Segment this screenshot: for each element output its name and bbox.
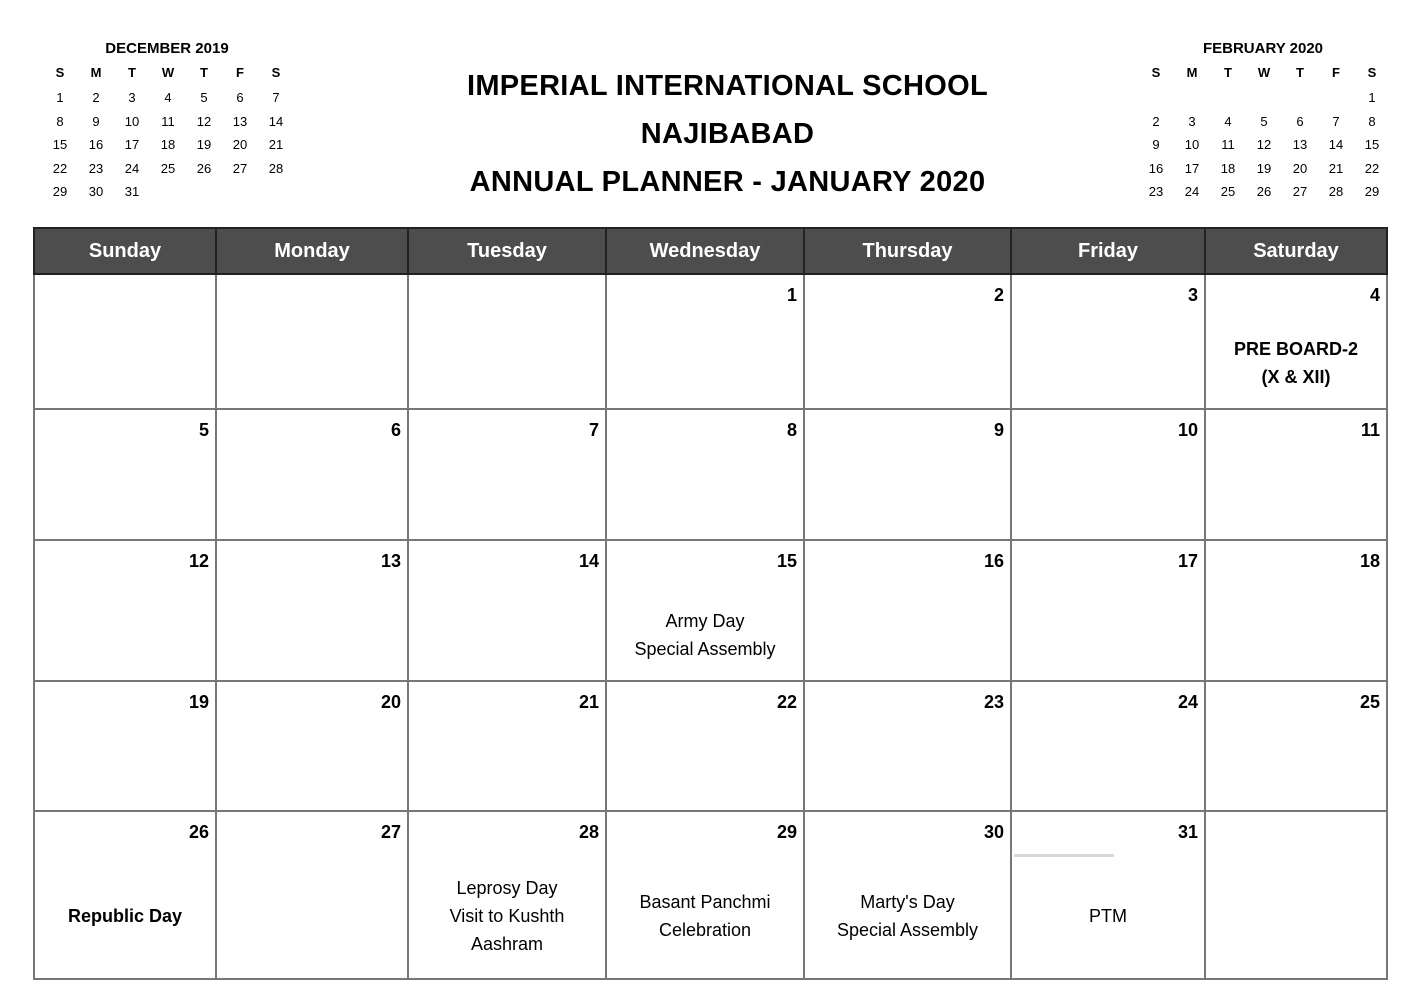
day-number: 3 (1187, 285, 1198, 305)
day-number: 13 (380, 551, 401, 571)
mini-weekday-label: F (236, 65, 244, 80)
mini-day: 10 (1184, 137, 1200, 152)
weekday-saturday: Saturday (1205, 228, 1387, 274)
day-cell[interactable] (216, 540, 408, 681)
day-cell[interactable] (1205, 681, 1387, 811)
mini-day: 6 (236, 90, 244, 105)
day-cell[interactable] (1205, 274, 1387, 409)
day-cell[interactable] (606, 274, 804, 409)
mini-day: 16 (88, 137, 104, 152)
mini-day: 12 (1256, 137, 1272, 152)
day-number: 25 (1359, 692, 1380, 712)
day-number: 4 (1369, 285, 1380, 305)
day-number: 24 (1177, 692, 1198, 712)
mini-day: 8 (56, 113, 64, 129)
mini-weekday-label: T (128, 65, 136, 80)
day-number: 12 (188, 551, 209, 571)
day-cell[interactable] (804, 274, 1011, 409)
mini-day: 21 (268, 137, 284, 152)
mini-day: 18 (160, 137, 176, 152)
event-line: (X & XII) (1261, 367, 1331, 387)
day-cell[interactable] (408, 681, 606, 811)
day-cell[interactable] (216, 681, 408, 811)
mini-day: 18 (1220, 160, 1236, 176)
event-text (1206, 335, 1386, 391)
mini-weekday-label: M (1186, 65, 1198, 80)
event-text (409, 874, 605, 958)
mini-weekday-label: T (1224, 65, 1232, 80)
mini-day (1282, 86, 1318, 110)
mini-day: 30 (88, 184, 104, 199)
mini-weekday-label: S (1151, 65, 1161, 80)
day-number: 20 (380, 692, 401, 712)
mini-day: 17 (124, 137, 140, 152)
mini-day: 20 (232, 137, 248, 152)
mini-day: 24 (1184, 184, 1200, 199)
day-number: 27 (380, 822, 401, 842)
event-line: Special Assembly (634, 639, 776, 659)
event-line: PRE BOARD-2 (1233, 339, 1358, 359)
day-number: 30 (983, 822, 1004, 842)
day-number: 14 (578, 551, 599, 571)
mini-calendar-title: FEBRUARY 2020 (1202, 40, 1324, 57)
week-row (34, 274, 1387, 409)
day-cell[interactable] (804, 540, 1011, 681)
day-number: 8 (786, 420, 797, 440)
mini-day: 29 (52, 184, 68, 199)
day-cell[interactable] (34, 540, 216, 681)
day-cell[interactable] (34, 274, 216, 409)
mini-day: 9 (1152, 137, 1160, 152)
mini-day: 19 (196, 137, 212, 152)
event-line: PTM (1089, 906, 1127, 926)
event-line: Leprosy Day (456, 878, 558, 898)
mini-day: 19 (1256, 160, 1272, 176)
day-cell[interactable] (804, 811, 1011, 979)
mini-weekday-label: S (271, 65, 281, 80)
mini-weekday-label: T (1296, 65, 1304, 80)
mini-day: 1 (56, 90, 64, 105)
day-cell[interactable] (606, 681, 804, 811)
mini-day: 27 (1292, 184, 1308, 199)
day-number: 10 (1177, 420, 1198, 440)
day-cell[interactable] (1011, 409, 1205, 540)
mini-day: 1 (1368, 90, 1376, 105)
weekday-thursday: Thursday (804, 228, 1011, 274)
event-line: Marty's Day (860, 892, 955, 912)
mini-day: 13 (1292, 137, 1308, 152)
mini-day: 21 (1328, 160, 1344, 176)
day-cell[interactable] (34, 811, 216, 979)
day-cell[interactable] (1205, 540, 1387, 681)
day-cell[interactable] (216, 274, 408, 409)
day-number: 28 (578, 822, 599, 842)
mini-day: 16 (1148, 160, 1164, 176)
mini-day: 28 (268, 160, 284, 176)
day-cell[interactable] (1011, 540, 1205, 681)
week-row (34, 681, 1387, 811)
mini-day: 23 (88, 160, 104, 176)
day-cell[interactable] (804, 409, 1011, 540)
mini-day: 5 (200, 90, 208, 105)
mini-day (222, 180, 258, 204)
event-line: Visit to Kushth (449, 906, 565, 926)
mini-day: 31 (124, 184, 140, 199)
mini-day (186, 180, 222, 204)
day-cell[interactable] (804, 681, 1011, 811)
planner-title: ANNUAL PLANNER - JANUARY 2020 (469, 166, 986, 198)
day-cell[interactable] (1205, 409, 1387, 540)
mini-day: 12 (196, 113, 212, 129)
weekday-tuesday: Tuesday (408, 228, 606, 274)
day-cell[interactable] (34, 681, 216, 811)
day-number: 1 (786, 285, 797, 305)
event-line: Celebration (658, 920, 752, 940)
mini-day (150, 180, 186, 204)
mini-day: 2 (1152, 113, 1160, 129)
mini-day: 13 (232, 113, 248, 129)
week-row (34, 811, 1387, 979)
divider-line (1014, 854, 1114, 857)
mini-day: 27 (232, 160, 248, 176)
mini-day: 28 (1328, 184, 1344, 199)
event-text (35, 902, 215, 930)
day-number: 16 (983, 551, 1004, 571)
school-name: IMPERIAL INTERNATIONAL SCHOOL (466, 70, 989, 102)
mini-calendar-grid (42, 60, 292, 204)
mini-calendar-title: DECEMBER 2019 (105, 40, 229, 57)
mini-day: 26 (1256, 184, 1272, 199)
mini-day: 3 (1188, 113, 1196, 129)
mini-weekday-label: F (1332, 65, 1340, 80)
weekday-friday: Friday (1011, 228, 1205, 274)
mini-day: 9 (92, 113, 100, 129)
day-number: 29 (776, 822, 797, 842)
mini-day: 14 (1328, 137, 1344, 152)
mini-day: 6 (1296, 113, 1304, 129)
event-line: Special Assembly (836, 920, 979, 940)
day-number: 22 (776, 692, 797, 712)
mini-day: 11 (1221, 137, 1235, 152)
mini-day: 15 (1364, 137, 1380, 152)
calendar-body (34, 274, 1387, 979)
day-number: 6 (390, 420, 401, 440)
week-row (34, 540, 1387, 681)
mini-day: 25 (160, 160, 176, 176)
event-text (805, 888, 1010, 944)
mini-day: 7 (1332, 113, 1340, 129)
mini-day: 25 (1220, 184, 1236, 199)
mini-day: 11 (161, 113, 175, 129)
day-number: 17 (1177, 551, 1198, 571)
day-number: 11 (1360, 420, 1380, 440)
day-number: 9 (993, 420, 1004, 440)
mini-day: 3 (128, 90, 136, 105)
day-cell[interactable] (408, 274, 606, 409)
mini-day (1210, 86, 1246, 110)
mini-day (1246, 86, 1282, 110)
mini-day: 29 (1364, 184, 1380, 199)
day-number: 31 (1177, 822, 1198, 842)
day-cell[interactable] (216, 811, 408, 979)
event-line: Army Day (665, 611, 745, 631)
mini-day (1318, 86, 1354, 110)
mini-day (1138, 86, 1174, 110)
mini-day: 20 (1292, 160, 1308, 176)
day-number: 18 (1359, 551, 1380, 571)
event-text (607, 888, 803, 944)
day-number: 2 (993, 285, 1004, 305)
mini-weekday-label: W (1257, 65, 1271, 80)
mini-day: 26 (196, 160, 212, 176)
mini-day (258, 180, 294, 204)
month-calendar (33, 227, 1388, 980)
mini-day: 24 (124, 160, 140, 176)
mini-calendar-prev (42, 38, 292, 204)
day-number: 15 (776, 551, 797, 571)
mini-day: 7 (272, 90, 280, 105)
mini-day: 8 (1368, 113, 1376, 129)
mini-weekday-label: S (1367, 65, 1377, 80)
mini-day: 22 (1364, 160, 1380, 176)
mini-weekday-label: T (200, 65, 208, 80)
mini-day: 4 (164, 90, 172, 105)
event-line: Republic Day (67, 906, 183, 926)
day-number: 5 (198, 420, 209, 440)
mini-day: 5 (1260, 113, 1268, 129)
weekday-monday: Monday (216, 228, 408, 274)
day-cell[interactable] (1011, 811, 1205, 979)
mini-weekday-label: M (90, 65, 102, 80)
day-number: 26 (188, 822, 209, 842)
school-location: NAJIBABAD (640, 118, 815, 150)
day-cell[interactable] (216, 409, 408, 540)
weekday-header-row (34, 228, 1387, 274)
day-cell[interactable] (1011, 681, 1205, 811)
day-cell[interactable] (606, 811, 804, 979)
mini-day: 17 (1184, 160, 1200, 176)
mini-day: 2 (92, 90, 100, 105)
day-number: 21 (578, 692, 599, 712)
planner-header (350, 62, 1105, 206)
mini-day: 14 (268, 113, 284, 129)
day-cell[interactable] (606, 409, 804, 540)
day-cell[interactable] (606, 540, 804, 681)
day-cell[interactable] (1205, 811, 1387, 979)
mini-day: 10 (124, 113, 140, 129)
weekday-wednesday: Wednesday (606, 228, 804, 274)
mini-calendar-grid (1138, 60, 1388, 204)
mini-weekday-label: S (55, 65, 65, 80)
day-cell[interactable] (34, 409, 216, 540)
mini-day: 23 (1148, 184, 1164, 199)
week-row (34, 409, 1387, 540)
event-line: Basant Panchmi (639, 892, 771, 912)
mini-day: 22 (52, 160, 68, 176)
day-cell[interactable] (408, 540, 606, 681)
day-cell[interactable] (408, 811, 606, 979)
mini-day: 4 (1224, 113, 1232, 129)
mini-day: 15 (52, 137, 68, 152)
event-line: Aashram (470, 934, 544, 954)
mini-calendar-next (1138, 38, 1388, 204)
mini-day (1174, 86, 1210, 110)
mini-weekday-label: W (161, 65, 175, 80)
day-cell[interactable] (408, 409, 606, 540)
day-number: 19 (188, 692, 209, 712)
day-number: 7 (588, 420, 599, 440)
event-text (607, 607, 803, 663)
day-number: 23 (983, 692, 1004, 712)
day-cell[interactable] (1011, 274, 1205, 409)
weekday-sunday: Sunday (34, 228, 216, 274)
event-text (1012, 902, 1204, 930)
